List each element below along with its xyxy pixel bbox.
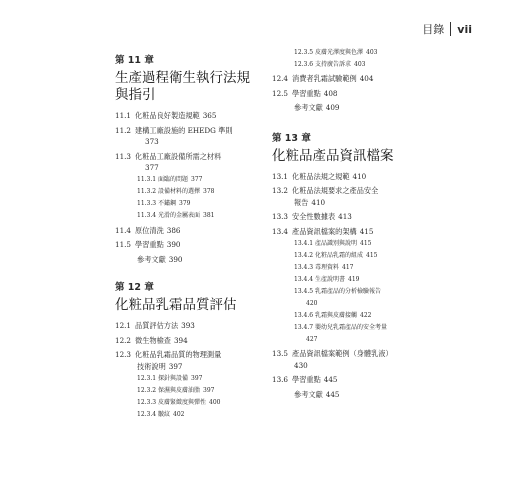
toc-subentry[interactable] bbox=[272, 275, 422, 286]
chapter-label: 第 13 章 bbox=[272, 132, 311, 144]
toc-entry[interactable] bbox=[115, 239, 265, 251]
page-ref: 402 bbox=[173, 410, 185, 418]
section-title: 化粧品法規之規範 bbox=[292, 171, 350, 181]
page-ref: 386 bbox=[166, 225, 181, 235]
references-title: 參考文獻 bbox=[137, 254, 166, 264]
section-number: 11.1 bbox=[115, 111, 132, 120]
page-ref: 397 bbox=[203, 386, 215, 394]
toc-subentry[interactable] bbox=[115, 199, 265, 210]
section-title: 產品資訊檔案範例（身體乳液） bbox=[292, 349, 393, 358]
subsection-title: 13.4.5 乳霜產品的分析檢驗報告 bbox=[294, 287, 381, 295]
toc-subentry[interactable] bbox=[272, 287, 422, 298]
page-ref: 397 bbox=[191, 374, 203, 382]
subsection-title: 12.3.5 皮膚光澤度與色澤 bbox=[294, 48, 363, 56]
chapter-label: 第 12 章 bbox=[115, 282, 154, 293]
section-number: 12.2 bbox=[115, 335, 132, 345]
chapter-title bbox=[115, 70, 265, 104]
toc-entry[interactable] bbox=[115, 320, 265, 332]
toc-subentry[interactable] bbox=[115, 410, 265, 421]
page-ref: 377 bbox=[145, 163, 159, 172]
page-ref: 403 bbox=[354, 60, 366, 68]
subsection-title: 12.3.2 保濕與皮膚油脂 bbox=[137, 386, 200, 394]
page-ref: 419 bbox=[348, 275, 360, 283]
toc-subentry[interactable] bbox=[272, 239, 422, 250]
toc-subentry[interactable] bbox=[115, 175, 265, 186]
chapter-title: 化粧品乳霜品質評估 bbox=[115, 297, 237, 313]
section-number: 13.2 bbox=[272, 186, 289, 195]
page-ref: 373 bbox=[145, 137, 159, 146]
spacer bbox=[115, 265, 265, 277]
page-ref: 390 bbox=[166, 240, 181, 249]
toc-subentry[interactable] bbox=[272, 48, 422, 59]
page-ref: 379 bbox=[179, 200, 191, 207]
section-title-cont: 報告 bbox=[294, 197, 309, 207]
page-ref: 445 bbox=[325, 389, 340, 399]
section-number: 13.4 bbox=[272, 226, 289, 236]
page-ref: 410 bbox=[352, 171, 367, 181]
section-number: 13.3 bbox=[272, 212, 289, 221]
references-title: 參考文獻 bbox=[294, 389, 323, 399]
subsection-title: 13.4.6 乳霜與皮膚接觸 bbox=[294, 311, 357, 319]
toc-subentry[interactable] bbox=[115, 386, 265, 397]
section-number: 12.1 bbox=[115, 321, 132, 330]
page-ref: 403 bbox=[366, 48, 378, 56]
page-ref: 378 bbox=[203, 188, 215, 195]
references-title: 參考文獻 bbox=[294, 103, 323, 112]
left-column bbox=[115, 50, 265, 420]
section-number: 11.4 bbox=[115, 225, 132, 235]
page-ref: 393 bbox=[181, 321, 195, 330]
toc-subentry[interactable] bbox=[115, 374, 265, 385]
section-title: 微生物檢查 bbox=[135, 335, 171, 345]
page-ref: 430 bbox=[294, 360, 308, 370]
section-title: 建構工廠設施的 EHEDG 準則 bbox=[135, 125, 233, 135]
toc-entry[interactable] bbox=[272, 348, 422, 360]
toc-entry-continuation bbox=[115, 136, 265, 148]
subsection-title: 11.3.2 設備材料的選擇 bbox=[137, 188, 200, 195]
page-ref: 410 bbox=[311, 197, 326, 207]
page-ref: 381 bbox=[203, 212, 215, 219]
toc-entry[interactable] bbox=[272, 374, 422, 386]
toc-entry-continuation bbox=[272, 360, 422, 372]
section-title: 消費者乳霜試驗範例 bbox=[292, 74, 357, 83]
section-number: 11.2 bbox=[115, 125, 132, 135]
toc-subentry[interactable] bbox=[115, 211, 265, 222]
section-title: 學習重點 bbox=[292, 375, 321, 384]
page-ref: 408 bbox=[323, 88, 338, 98]
header-label: 目錄 bbox=[422, 23, 445, 36]
toc-entry[interactable] bbox=[272, 226, 422, 238]
section-title: 學習重點 bbox=[135, 240, 164, 249]
toc-entry-continuation bbox=[272, 197, 422, 209]
page-ref: 445 bbox=[323, 375, 338, 384]
subsection-title: 13.4.7 嬰幼兒乳霜產品的安全考量 bbox=[294, 323, 387, 331]
page-ref: 377 bbox=[191, 176, 203, 183]
section-number: 13.5 bbox=[272, 349, 289, 358]
section-title-cont: 技術說明 bbox=[137, 361, 166, 371]
page-ref: 397 bbox=[168, 361, 183, 371]
section-number: 13.1 bbox=[272, 171, 289, 181]
page-ref: 415 bbox=[359, 226, 374, 236]
section-title: 安全性數據表 bbox=[292, 212, 336, 221]
toc-references[interactable] bbox=[115, 254, 265, 266]
subsection-title: 13.4.1 產品識別與說明 bbox=[294, 239, 357, 247]
toc-subentry-continuation bbox=[272, 335, 422, 346]
toc-entry[interactable] bbox=[115, 125, 265, 137]
toc-entry[interactable] bbox=[115, 151, 265, 163]
page-ref: 404 bbox=[359, 74, 374, 83]
subsection-title: 12.3.6 支持廣告訴求 bbox=[294, 60, 351, 68]
toc-entry[interactable] bbox=[115, 110, 265, 122]
toc-entry[interactable] bbox=[272, 211, 422, 223]
page-ref: 413 bbox=[338, 212, 352, 221]
section-title: 化粧品工廠設備所需之材料 bbox=[135, 151, 222, 161]
section-number: 11.3 bbox=[115, 151, 132, 161]
page-ref: 400 bbox=[209, 398, 221, 406]
toc-subentry[interactable] bbox=[272, 251, 422, 262]
section-title: 品質評估方法 bbox=[135, 321, 179, 330]
subsection-title: 11.3.1 面臨的問題 bbox=[137, 176, 188, 183]
toc-subentry[interactable] bbox=[272, 60, 422, 71]
page-ref: 422 bbox=[360, 311, 372, 319]
page-ref: 427 bbox=[306, 335, 318, 343]
subsection-title: 13.4.3 毒理資料 bbox=[294, 263, 339, 271]
section-number: 12.5 bbox=[272, 88, 289, 98]
page-ref: 420 bbox=[306, 299, 318, 307]
toc-references[interactable] bbox=[272, 102, 422, 114]
toc-entry[interactable] bbox=[115, 335, 265, 347]
subsection-title: 11.3.4 光滑的金屬表面 bbox=[137, 212, 200, 219]
page-ref: 409 bbox=[325, 103, 340, 112]
toc-subentry-continuation bbox=[272, 299, 422, 310]
chapter-title-line: 與指引 bbox=[115, 87, 156, 103]
header-divider bbox=[450, 22, 451, 36]
page-number: vii bbox=[457, 22, 472, 36]
toc-entry-continuation bbox=[115, 361, 265, 373]
section-number: 12.4 bbox=[272, 74, 289, 83]
page-ref: 415 bbox=[360, 239, 372, 247]
toc-references[interactable] bbox=[272, 389, 422, 401]
subsection-title: 13.4.2 化粧品乳霜的組成 bbox=[294, 251, 363, 259]
toc-entry[interactable] bbox=[272, 171, 422, 183]
subsection-title: 11.3.3 不鏽鋼 bbox=[137, 200, 176, 207]
toc-subentry[interactable] bbox=[272, 323, 422, 334]
section-number: 11.5 bbox=[115, 240, 132, 249]
chapter-title-line: 生產過程衛生執行法規 bbox=[115, 70, 250, 86]
toc-entry-continuation bbox=[115, 162, 265, 174]
toc-entry[interactable] bbox=[115, 225, 265, 237]
subsection-title: 13.4.4 生產說明書 bbox=[294, 275, 345, 283]
toc-entry[interactable] bbox=[115, 349, 265, 361]
toc-subentry[interactable] bbox=[272, 263, 422, 274]
section-title: 原位清洗 bbox=[135, 225, 164, 235]
toc-entry[interactable] bbox=[272, 185, 422, 197]
toc-subentry[interactable] bbox=[115, 398, 265, 409]
toc-subentry[interactable] bbox=[272, 311, 422, 322]
section-title: 學習重點 bbox=[292, 88, 321, 98]
section-title: 產品資訊檔案的架構 bbox=[292, 226, 357, 236]
toc-entry[interactable] bbox=[272, 73, 422, 85]
page-ref: 365 bbox=[202, 111, 217, 120]
running-header bbox=[422, 21, 472, 37]
subsection-title: 12.3.3 皮膚緊緻度與彈性 bbox=[137, 398, 206, 406]
section-title: 化粧品乳霜品質的物理測量 bbox=[135, 350, 222, 359]
section-title: 化粧品良好製造規範 bbox=[135, 111, 200, 120]
page-ref: 390 bbox=[168, 254, 183, 264]
section-number: 12.3 bbox=[115, 350, 132, 359]
page-ref: 417 bbox=[342, 263, 354, 271]
chapter-title: 化粧品產品資訊檔案 bbox=[272, 147, 394, 164]
subsection-title: 12.3.1 探針與設備 bbox=[137, 374, 188, 382]
spacer bbox=[272, 114, 422, 128]
subsection-title: 12.3.4 皺紋 bbox=[137, 410, 170, 418]
toc-entry[interactable] bbox=[272, 88, 422, 100]
section-title: 化粧品法規要求之產品安全 bbox=[292, 186, 379, 195]
right-column bbox=[272, 46, 422, 400]
page-ref: 394 bbox=[173, 335, 188, 345]
toc-subentry[interactable] bbox=[115, 187, 265, 198]
section-number: 13.6 bbox=[272, 375, 289, 384]
chapter-label: 第 11 章 bbox=[115, 55, 154, 66]
page-ref: 415 bbox=[366, 251, 378, 259]
